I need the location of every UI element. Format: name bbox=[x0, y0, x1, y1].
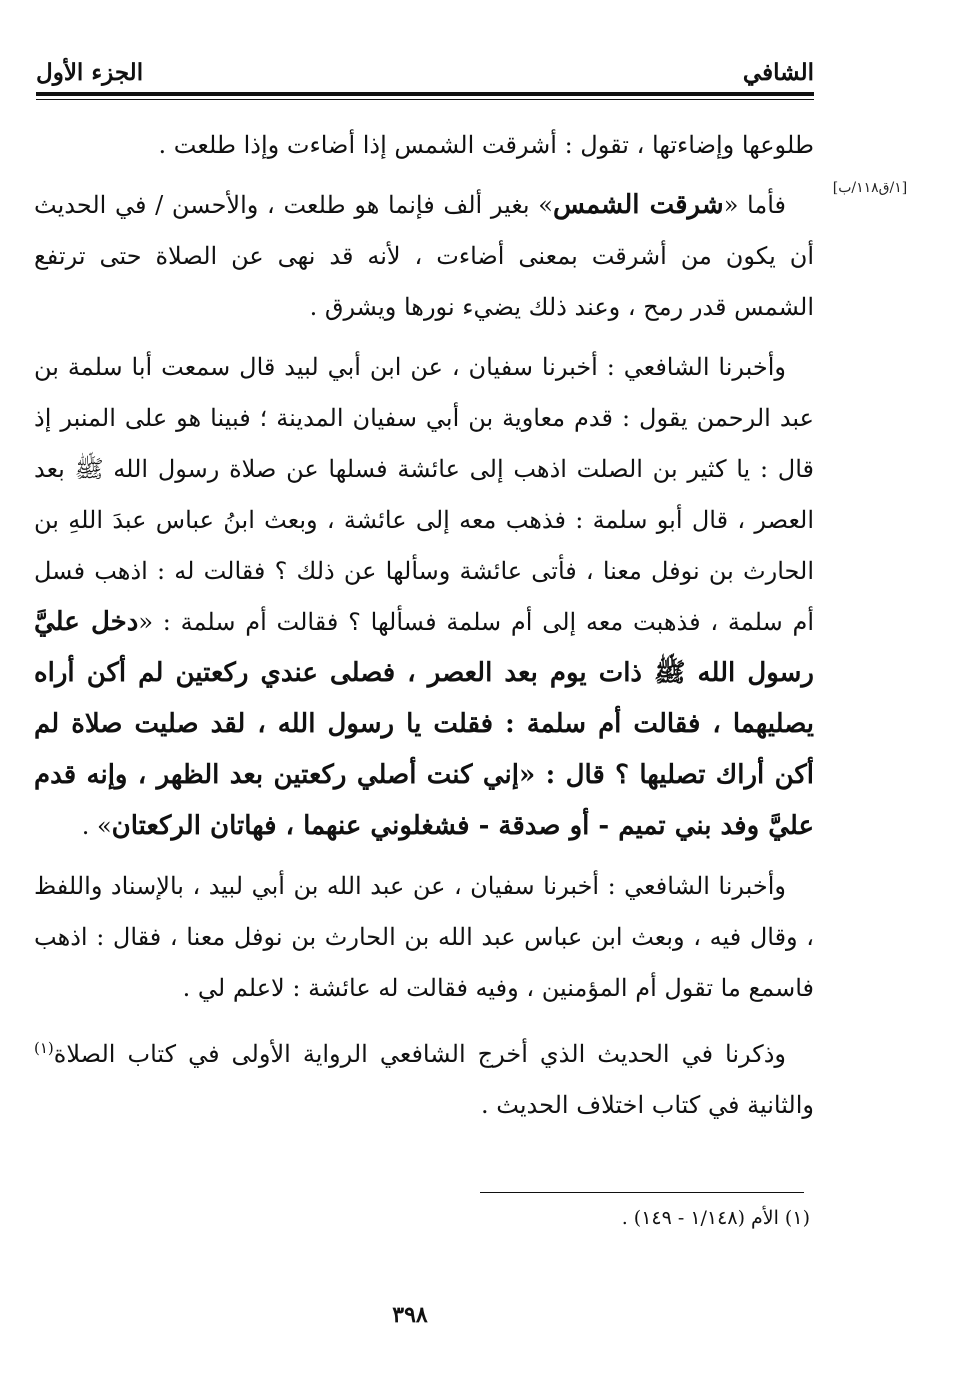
footnote-marker: (١) bbox=[34, 1039, 54, 1057]
paragraph-3-bold: دخل عليَّ رسول الله ﷺ ذات يوم بعد العصر ، فصلى عندي ركعتين لم أكن أراه يصليهما ، فقالت أم سلمة : فقلت يا رسول الله ، لقد صليت صلاة لم أكن أراك تصليها ؟ قال : «إني كنت أصلي ركعتين بعد الظهر ، وإنه قدم عليَّ وفد بني تميم - أو صدقة - فشغلوني عنهما ، فهاتان الركعتان bbox=[34, 607, 814, 841]
paragraph-2-post: » بغير ألف فإنما هو طلعت ، والأحسن / في الحديث أن يكون من أشرقت بمعنى أضاءت ، لأنه قد نهى عن الصلاة حتى ترتفع الشمس قدر رمح ، وعند ذلك يضيء نورها ويشرق . bbox=[34, 191, 814, 321]
paragraph-5-pre: وذكرنا في الحديث الذي أخرج الشافعي الرواية الأولى في كتاب الصلاة bbox=[53, 1040, 786, 1068]
paragraph-3 bbox=[34, 342, 814, 852]
book-title: الشافي bbox=[742, 58, 814, 86]
page-header bbox=[36, 52, 814, 92]
paragraph-1-text: طلوعها وإضاءتها ، تقول : أشرقت الشمس إذا أضاءت وإذا طلعت . bbox=[158, 131, 814, 159]
paragraph-3-end: » . bbox=[81, 812, 112, 840]
header-rule-thin bbox=[36, 99, 814, 100]
footnote: (١) الأم (١/١٤٨ - ١٤٩) . bbox=[621, 1207, 810, 1229]
volume-label: الجزء الأول bbox=[36, 58, 144, 86]
paragraph-5-post: والثانية في كتاب اختلاف الحديث . bbox=[481, 1091, 814, 1119]
paragraph-2-pre: فأما « bbox=[723, 191, 786, 219]
footnote-separator bbox=[480, 1192, 804, 1193]
paragraph-3-plain: وأخبرنا الشافعي : أخبرنا سفيان ، عن ابن أبي لبيد قال سمعت أبا سلمة بن عبد الرحمن يقول : قدم معاوية بن أبي سفيان المدينة ؛ فبينا هو على المنبر إذ قال : يا كثير بن الصلت اذهب إلى عائشة فسلها عن صلاة رسول الله ﷺ بعد العصر ، قال أبو سلمة : فذهب معه إلى عائشة ، وبعث ابنُ عباس عبدَ اللهِ بن الحارث بن نوفل معنا ، فأتى عائشة وسألها عن ذلك ؟ فقالت له : اذهب فسل أم سلمة ، فذهبت معه إلى أم سلمة فسألها ؟ فقالت أم سلمة : « bbox=[34, 353, 814, 636]
header-rule-thick bbox=[36, 92, 814, 96]
page-number: ٣٩٨ bbox=[392, 1302, 428, 1328]
manuscript-margin-reference: [١/ق١١٨/ب] bbox=[832, 180, 908, 196]
paragraph-4 bbox=[34, 861, 814, 1014]
paragraph-2 bbox=[34, 180, 814, 333]
paragraph-1 bbox=[34, 120, 814, 171]
paragraph-2-bold: شرقت الشمس bbox=[552, 190, 724, 220]
paragraph-5 bbox=[34, 1023, 814, 1131]
main-text bbox=[34, 120, 814, 1140]
paragraph-4-text: وأخبرنا الشافعي : أخبرنا سفيان ، عن عبد الله بن أبي لبيد ، بالإسناد واللفظ ، وقال فيه ، وبعث ابن عباس عبد الله بن الحارث بن نوفل معنا ، فقال : اذهب فاسمع ما تقول أم المؤمنين ، وفيه فقالت له عائشة : لاعلم لي . bbox=[34, 872, 814, 1002]
